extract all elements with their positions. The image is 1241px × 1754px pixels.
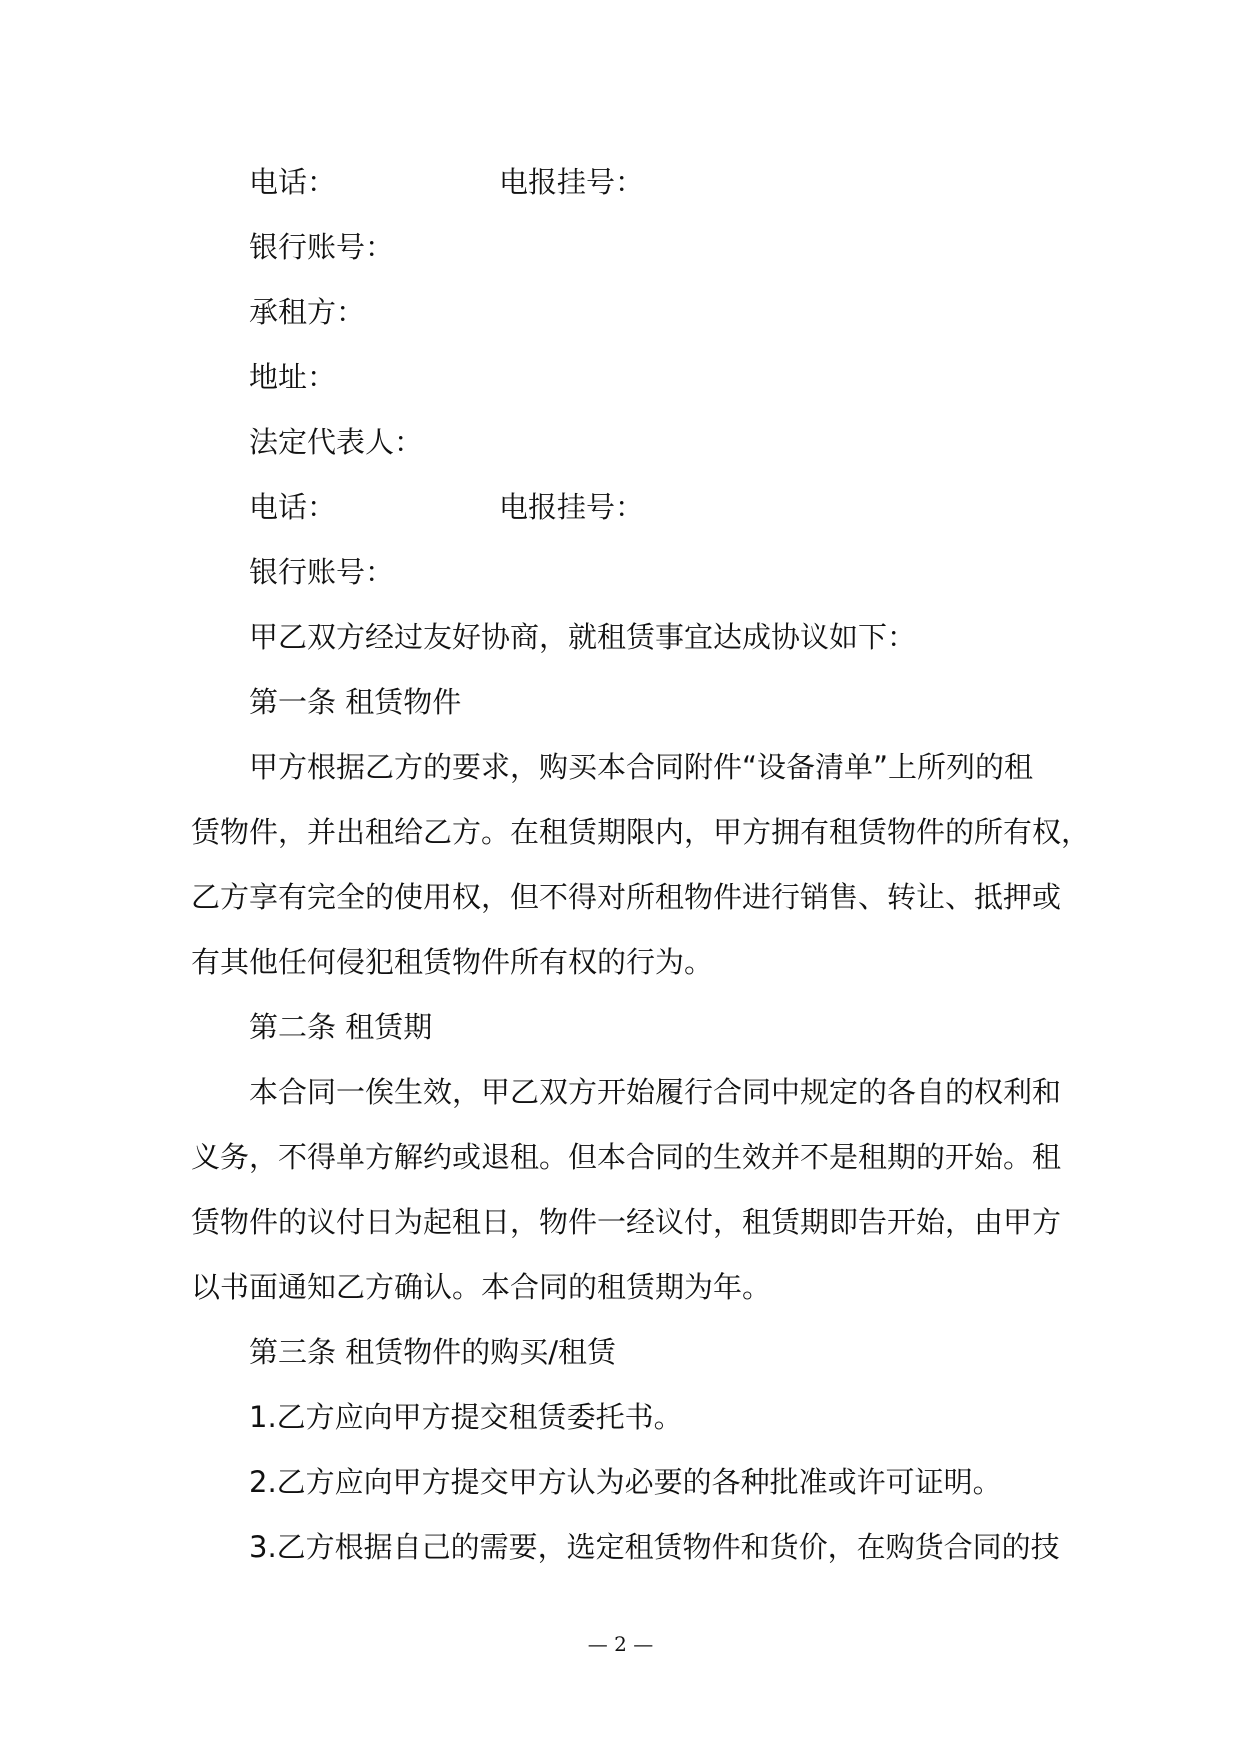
lessee-address-label: 地址： bbox=[249, 360, 337, 394]
lessor-phone-label: 电话： bbox=[249, 165, 337, 199]
article1-line: 乙方享有完全的使用权，但不得对所租物件进行销售、转让、抵押或 bbox=[191, 880, 1062, 914]
article3-item: 3.乙方根据自己的需要，选定租赁物件和货价，在购货合同的技 bbox=[249, 1530, 1060, 1564]
article1-line: 赁物件，并出租给乙方。在租赁期限内，甲方拥有租赁物件的所有权， bbox=[191, 815, 1091, 849]
article1-line: 甲方根据乙方的要求，购买本合同附件“设备清单”上所列的租 bbox=[249, 750, 1034, 784]
article2-line: 以书面通知乙方确认。本合同的租赁期为年。 bbox=[191, 1270, 772, 1304]
lessor-phone-row bbox=[191, 150, 1061, 215]
article2-heading: 第二条 租赁期 bbox=[249, 1010, 433, 1044]
article3-heading: 第三条 租赁物件的购买/租赁 bbox=[249, 1335, 616, 1369]
page-number: — 2 — bbox=[587, 1632, 654, 1656]
lessee-rep-label: 法定代表人： bbox=[249, 425, 424, 459]
article3-item: 2.乙方应向甲方提交甲方认为必要的各种批准或许可证明。 bbox=[249, 1465, 1002, 1499]
lessee-telegram-label: 电报挂号： bbox=[499, 490, 645, 524]
article2-line: 赁物件的议付日为起租日，物件一经议付，租赁期即告开始，由甲方 bbox=[191, 1205, 1062, 1239]
document-body bbox=[191, 150, 1091, 1580]
article3-item: 1.乙方应向甲方提交租赁委托书。 bbox=[249, 1400, 683, 1434]
article2-line: 本合同一俟生效，甲乙双方开始履行合同中规定的各自的权利和 bbox=[249, 1075, 1062, 1109]
lessee-phone-label: 电话： bbox=[249, 490, 337, 524]
article1-heading: 第一条 租赁物件 bbox=[249, 685, 462, 719]
article2-body bbox=[191, 1060, 1061, 1320]
lessee-phone-row bbox=[191, 475, 1061, 540]
lessee-title-label: 承租方： bbox=[249, 295, 366, 329]
lessee-bank-label: 银行账号： bbox=[249, 555, 395, 589]
intro-text: 甲乙双方经过友好协商，就租赁事宜达成协议如下： bbox=[249, 620, 917, 654]
lessor-bank-label: 银行账号： bbox=[249, 230, 395, 264]
article2-line: 义务，不得单方解约或退租。但本合同的生效并不是租期的开始。租 bbox=[191, 1140, 1062, 1174]
article1-body bbox=[191, 735, 1091, 995]
article1-line: 有其他任何侵犯租赁物件所有权的行为。 bbox=[191, 945, 714, 979]
lessor-telegram-label: 电报挂号： bbox=[499, 165, 645, 199]
